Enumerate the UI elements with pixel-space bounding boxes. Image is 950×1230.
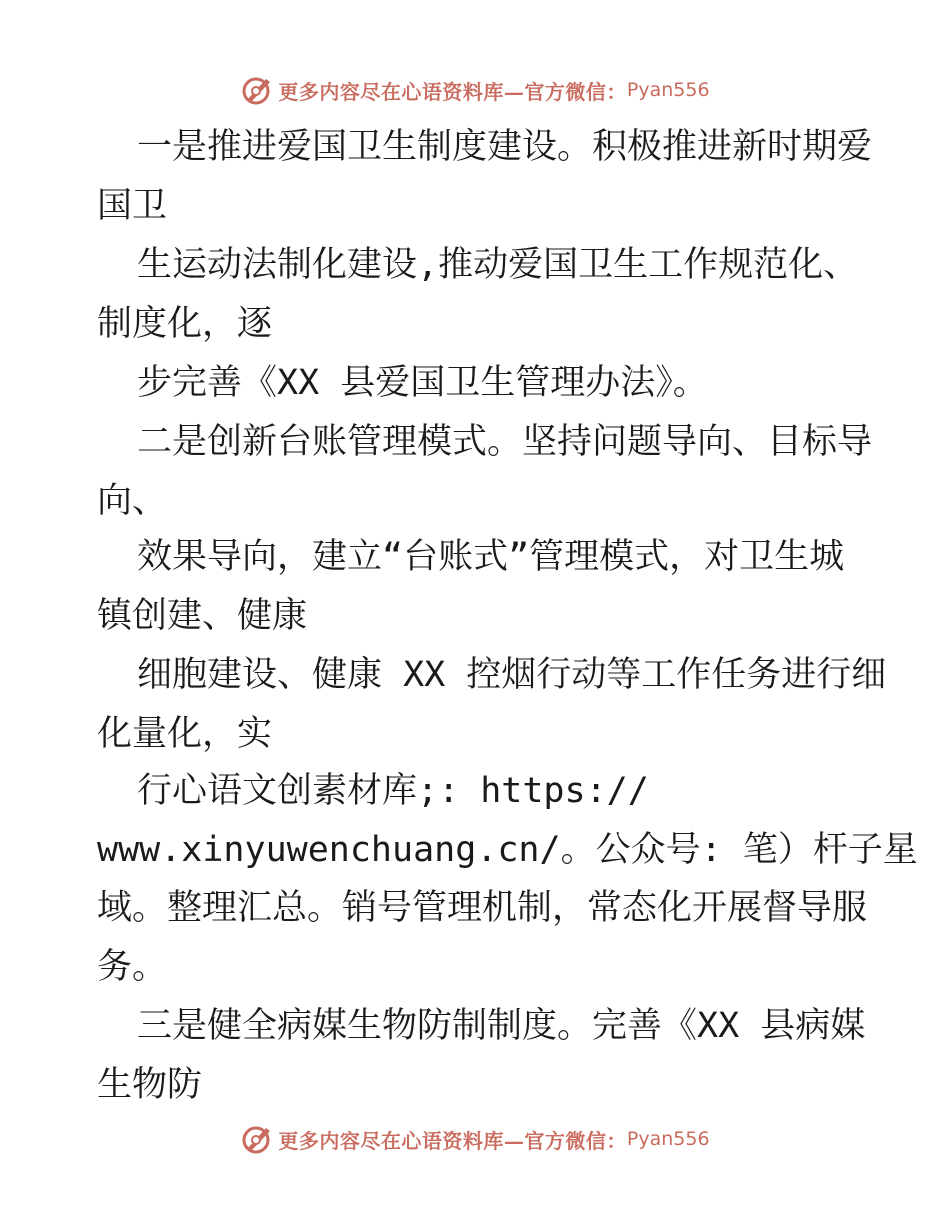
body-line: 生运动法制化建设,推动爱国卫生工作规范化、	[137, 245, 859, 285]
body-line: 制度化，逐	[97, 304, 273, 344]
body-line: 三是健全病媒生物防制制度。完善《XX 县病媒	[137, 1006, 866, 1046]
body-line: 务。	[97, 947, 168, 987]
body-line: 行心语文创素材库;: https://	[137, 771, 649, 811]
body-line: 生物防	[97, 1065, 203, 1105]
footer-banner	[0, 1121, 950, 1157]
body-line: 效果导向，建立“台账式”管理模式，对卫生城	[137, 537, 845, 577]
body-line: 二是创新台账管理模式。坚持问题导向、目标导	[137, 422, 873, 462]
body-line: 镇创建、健康	[97, 596, 308, 636]
banner-text: 更多内容尽在心语资料库—官方微信：	[278, 79, 627, 104]
body-line: 国卫	[97, 186, 168, 226]
body-line: 化量化，实	[97, 714, 273, 754]
banner-text: 更多内容尽在心语资料库—官方微信：	[278, 1128, 627, 1153]
banner-wechat-id: Pyan556	[626, 1128, 710, 1150]
body-line: 域。整理汇总。销号管理机制，常态化开展督导服	[97, 888, 868, 928]
quill-logo-icon	[240, 1122, 274, 1156]
quill-logo-icon	[240, 73, 274, 107]
body-line: 步完善《XX 县爱国卫生管理办法》。	[137, 363, 708, 403]
header-banner	[0, 72, 950, 108]
body-line: www.xinyuwenchuang.cn/。公众号: 笔）杆子星	[97, 830, 918, 870]
body-line: 细胞建设、健康 XX 控烟行动等工作任务进行细	[137, 655, 887, 695]
body-line: 向、	[97, 481, 168, 521]
body-line: 一是推进爱国卫生制度建设。积极推进新时期爱	[137, 127, 873, 167]
banner-wechat-id: Pyan556	[626, 79, 710, 101]
